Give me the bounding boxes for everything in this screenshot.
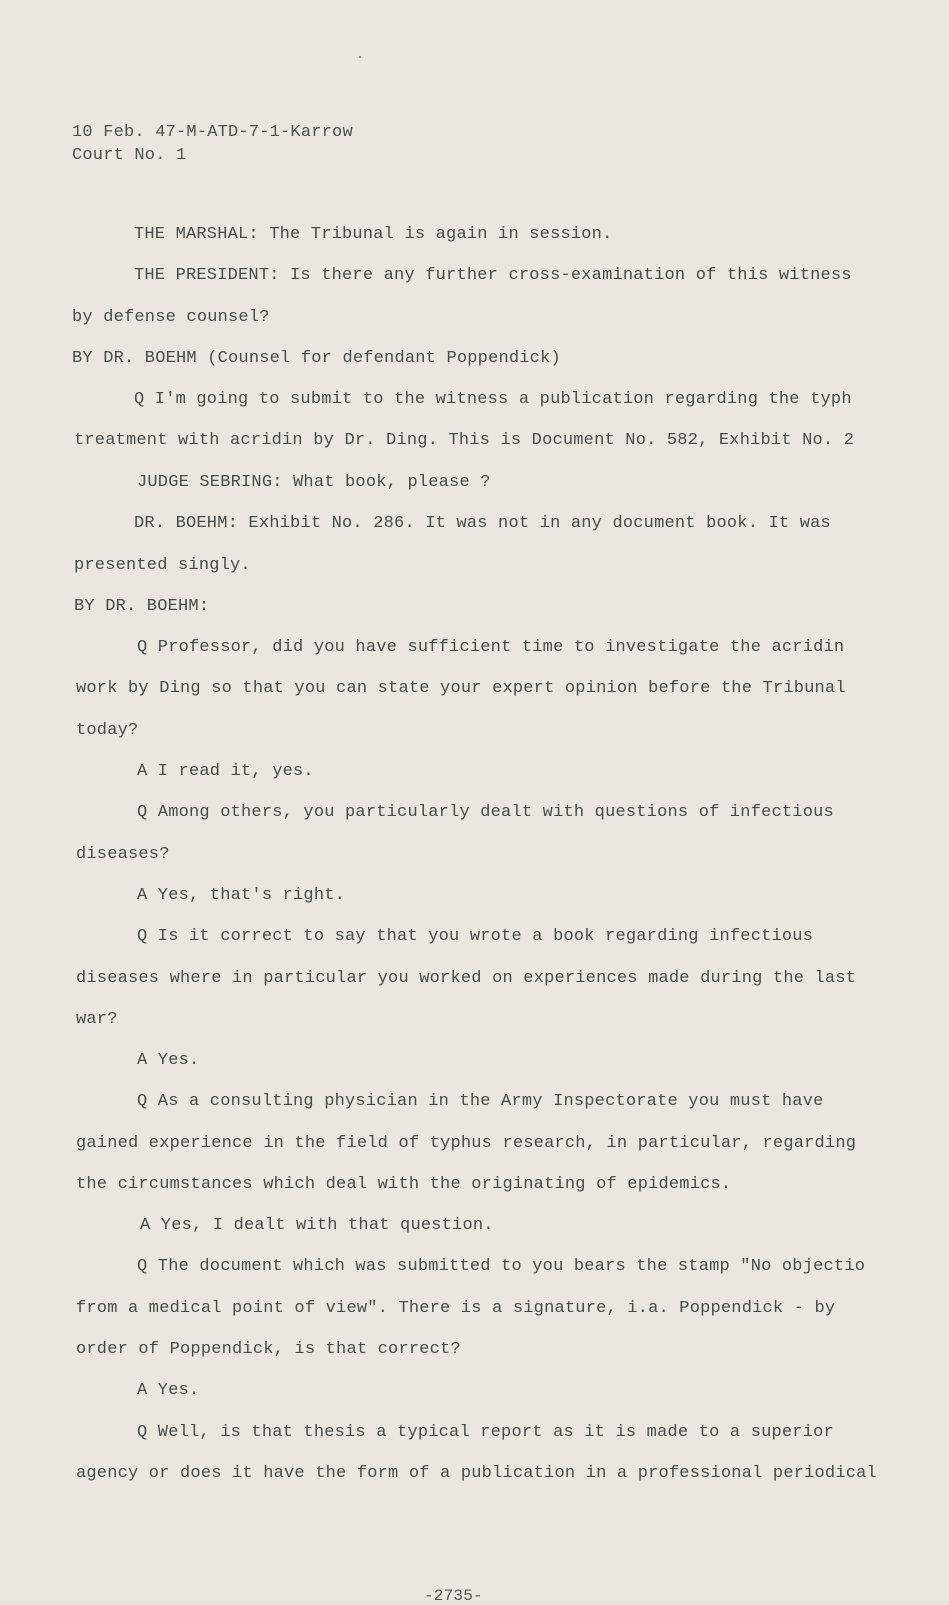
transcript-line: by defense counsel? (72, 308, 270, 327)
transcript-line: Q As a consulting physician in the Army Inspectorate you must have (137, 1092, 824, 1111)
transcript-line: A Yes, I dealt with that question. (140, 1216, 494, 1235)
transcript-line: A Yes, that's right. (137, 886, 346, 905)
transcript-line: Q Is it correct to say that you wrote a book regarding infectious (137, 927, 814, 946)
transcript-line: THE PRESIDENT: Is there any further cross-examination of this witness (134, 266, 852, 285)
transcript-line: Q Professor, did you have sufficient time to investigate the acridin (137, 638, 845, 657)
transcript-line: today? (76, 721, 139, 740)
transcript-line: diseases where in particular you worked on experiences made during the last (76, 969, 857, 988)
transcript-line: agency or does it have the form of a publication in a professional periodical (76, 1464, 877, 1483)
transcript-line: Q Among others, you particularly dealt with questions of infectious (137, 803, 834, 822)
transcript-line: presented singly. (74, 556, 251, 575)
header-line-1: 10 Feb. 47-M-ATD-7-1-Karrow (72, 123, 353, 142)
transcript-line: diseases? (76, 845, 170, 864)
transcript-line: from a medical point of view". There is a signature, i.a. Poppendick - by (76, 1299, 836, 1318)
transcript-line: the circumstances which deal with the originating of epidemics. (76, 1175, 732, 1194)
transcript-line: war? (76, 1010, 118, 1029)
transcript-line: work by Ding so that you can state your expert opinion before the Tribunal (76, 679, 846, 698)
transcript-line: Q The document which was submitted to you bears the stamp "No objectio (137, 1257, 866, 1276)
transcript-line: A Yes. (137, 1051, 200, 1070)
transcript-line: treatment with acridin by Dr. Ding. This is Document No. 582, Exhibit No. 2 (74, 431, 855, 450)
transcript-line: gained experience in the field of typhus research, in particular, regarding (76, 1134, 857, 1153)
transcript-line: JUDGE SEBRING: What book, please ? (137, 473, 491, 492)
transcript-line: Q Well, is that thesis a typical report as it is made to a superior (137, 1423, 834, 1442)
transcript-line: THE MARSHAL: The Tribunal is again in session. (134, 225, 613, 244)
transcript-line: BY DR. BOEHM: (74, 597, 210, 616)
transcript-line: order of Poppendick, is that correct? (76, 1340, 461, 1359)
transcript-line: A I read it, yes. (137, 762, 314, 781)
transcript-line: BY DR. BOEHM (Counsel for defendant Poppendick) (72, 349, 561, 368)
transcript-line: Q I'm going to submit to the witness a publication regarding the typh (134, 390, 852, 409)
header-line-2: Court No. 1 (72, 146, 187, 165)
transcript-line: A Yes. (137, 1381, 200, 1400)
transcript-line: DR. BOEHM: Exhibit No. 286. It was not in any document book. It was (134, 514, 831, 533)
paper-speck (359, 56, 361, 58)
page-number: -2735- (424, 1587, 483, 1605)
